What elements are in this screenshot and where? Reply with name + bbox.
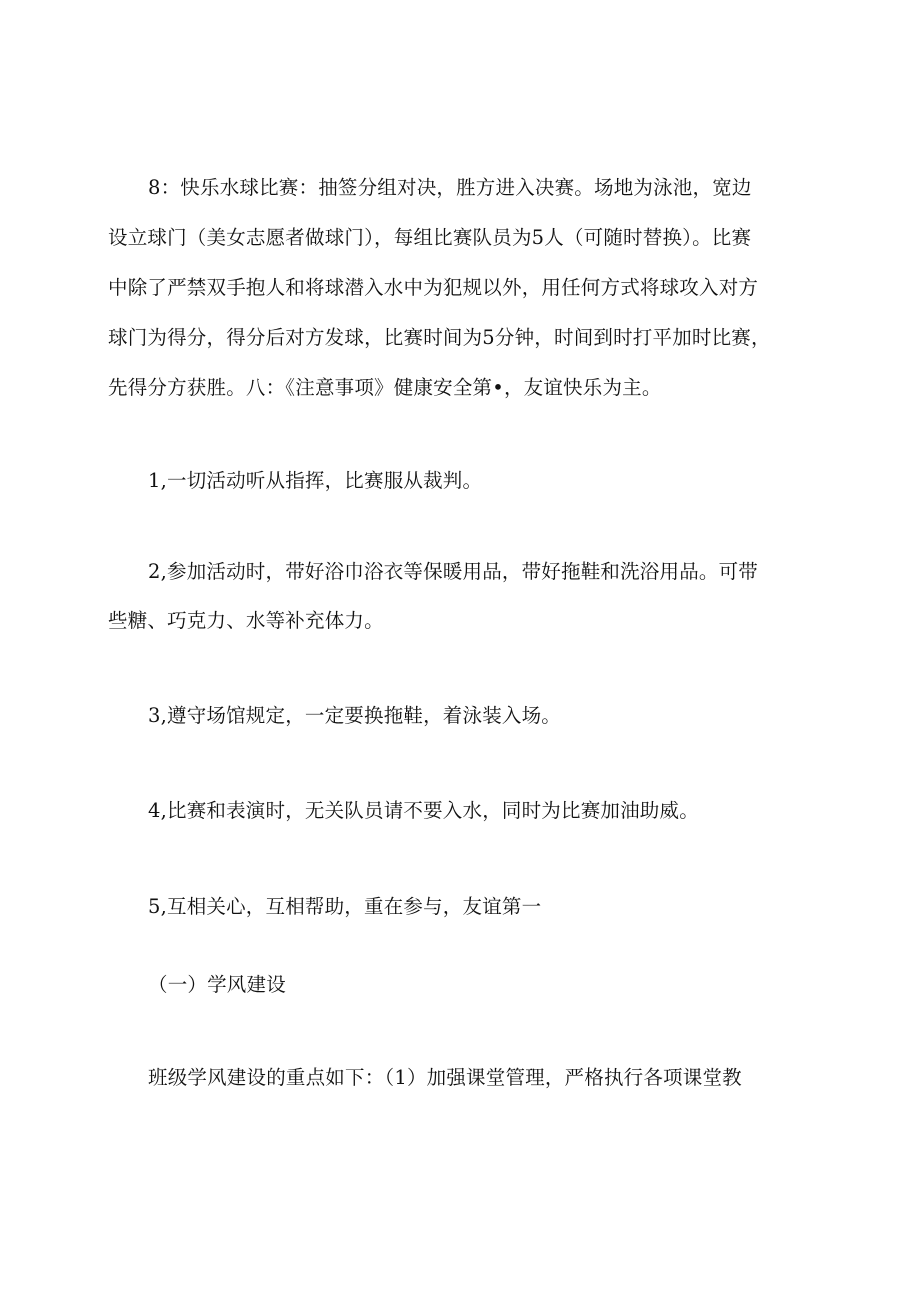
paragraph-8-line-5: 先得分方获胜。八：《注意事项》健康安全第•，友谊快乐为主。 bbox=[108, 376, 662, 399]
note-2-line-2: 些糖、巧克力、水等补充体力。 bbox=[108, 609, 384, 632]
note-1: 1,一切活动听从指挥，比赛服从裁判。 bbox=[148, 469, 483, 492]
note-3: 3,遵守场馆规定，一定要换拖鞋，着泳装入场。 bbox=[148, 704, 562, 727]
section-heading: （一）学风建设 bbox=[148, 973, 286, 996]
paragraph-8-line-2: 设立球门（美女志愿者做球门），每组比赛队员为5人（可随时替换）。比赛 bbox=[108, 226, 752, 249]
paragraph-8-line-3: 中除了严禁双手抱人和将球潜入水中为犯规以外，用任何方式将球攻入对方 bbox=[108, 276, 759, 299]
note-4: 4,比赛和表演时，无关队员请不要入水，同时为比赛加油助威。 bbox=[148, 799, 699, 822]
paragraph-8-line-1: 8：快乐水球比赛：抽签分组对决，胜方进入决赛。场地为泳池，宽边 bbox=[148, 176, 752, 199]
note-2-line-1: 2,参加活动时，带好浴巾浴衣等保暖用品，带好拖鞋和洗浴用品。可带 bbox=[148, 560, 759, 583]
paragraph-8-line-4: 球门为得分，得分后对方发球，比赛时间为5分钟，时间到时打平加时比赛， bbox=[108, 326, 771, 349]
study-style-line-1: 班级学风建设的重点如下：（1）加强课堂管理，严格执行各项课堂教 bbox=[148, 1066, 742, 1089]
note-5: 5,互相关心，互相帮助，重在参与，友谊第一 bbox=[148, 895, 542, 918]
